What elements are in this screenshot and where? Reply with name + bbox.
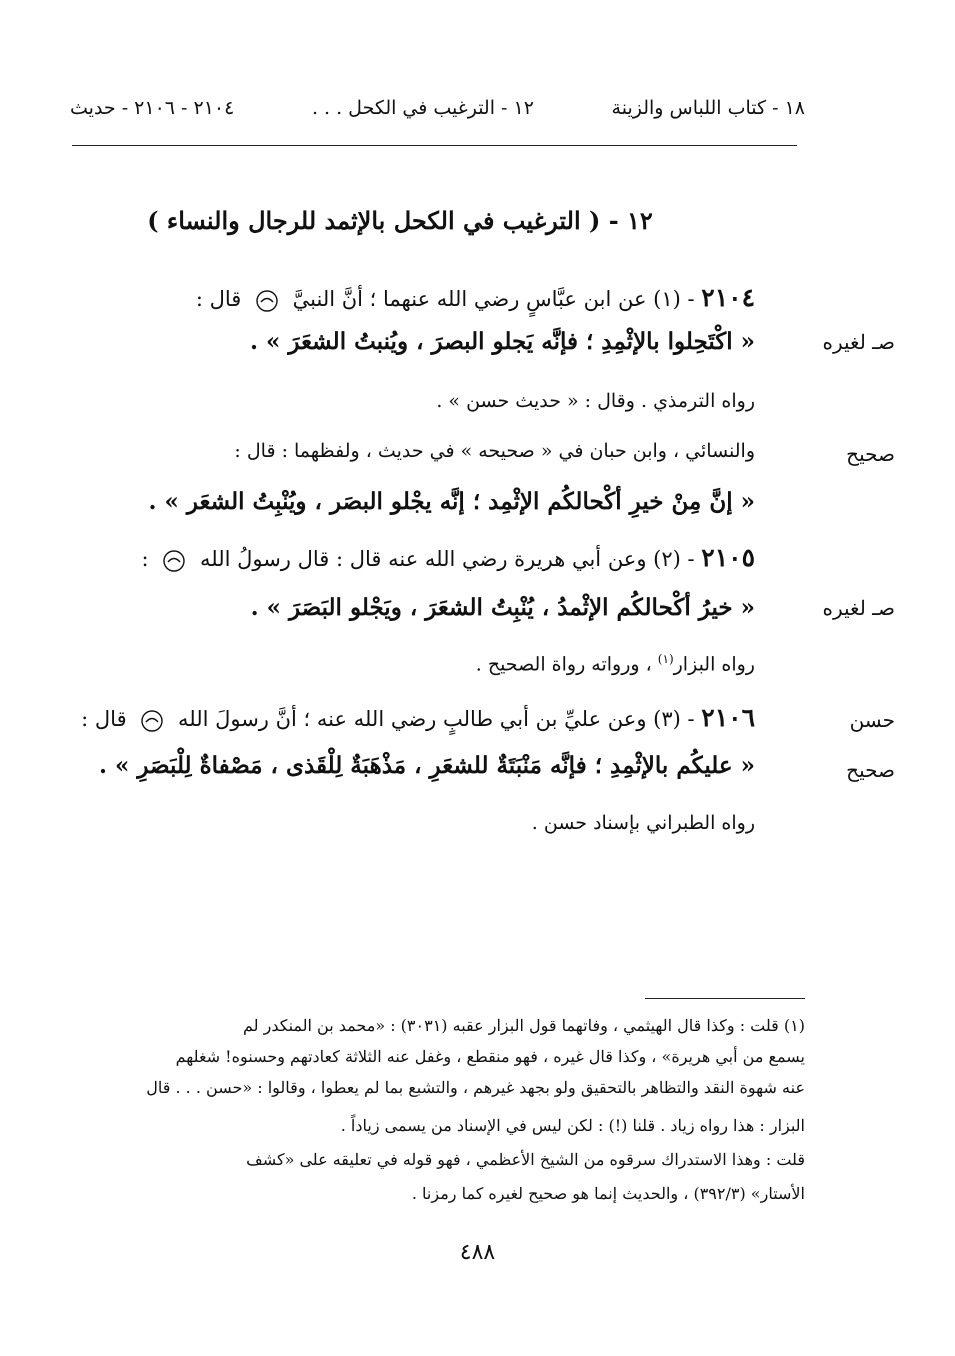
header-divider <box>72 145 797 146</box>
footnote-line: عنه شهوة النقد والتظاهر بالتحقيق ولو بجهد غيرهم ، والتشبع بما لم يعطوا ، وقالوا : «حسن . . . قال <box>146 1078 805 1097</box>
hadith-2106-source: رواه الطبراني بإسناد حسن . <box>531 812 755 834</box>
footnote-line: قلت : وهذا الاستدراك سرقوه من الشيخ الأعظمي ، فهو قوله في تعليقه على «كشف <box>246 1150 805 1169</box>
hadith-2105-text: « خيرُ أكْحالكُم الإثْمدُ ، يُنْبِتُ الشعَرَ ، ويَجْلو البَصَرَ » . <box>250 594 755 621</box>
header-hadith-range: ٢١٠٤ - ٢١٠٦ - حديث <box>70 97 235 119</box>
footnote-line: الأستار» (٣٩٢/٣) ، والحديث إنما هو صحيح لغيره كما رمزنا . <box>411 1184 805 1203</box>
hadith-2104-source: رواه الترمذي . وقال : « حديث حسن » . <box>436 390 755 412</box>
header-chapter-title: ١٢ - الترغيب في الكحل . . . <box>311 97 534 119</box>
grade-label: صـ لغيره <box>822 330 895 354</box>
sallallah-icon <box>254 289 280 313</box>
hadith-2104-text: « اكْتَحِلوا بالإثْمِدِ ؛ فإنَّه يَجلو البصرَ ، ويُنبتُ الشعَرَ » . <box>249 328 755 355</box>
hadith-2106-intro: ٢١٠٦ - (٣) وعن عليِّ بن أبي طالبٍ رضي الله عنه ؛ أنَّ رسولَ الله قال : <box>81 703 755 732</box>
footnote-ref[interactable]: (١) <box>657 652 674 666</box>
sallallah-icon <box>161 549 187 573</box>
hadith-2104-text-2: « إنَّ مِنْ خيرِ أكْحالكُم الإثْمِد ؛ إنَّه يجْلو البصَر ، ويُنْبِتُ الشعَر » . <box>148 488 755 515</box>
chapter-title: ١٢ - ( الترغيب في الكحل بالإثمد للرجال والنساء ) <box>147 206 653 235</box>
hadith-2105-intro: ٢١٠٥ - (٢) وعن أبي هريرة رضي الله عنه قال : قال رسولُ الله : <box>141 543 755 572</box>
grade-label: صـ لغيره <box>822 596 895 620</box>
hadith-number: ٢١٠٥ <box>701 543 755 572</box>
footnote-line: (١) قلت : وكذا قال الهيثمي ، وفاتهما قول البزار عقبه (٣٠٣١) : «محمد بن المنكدر لم <box>243 1016 805 1035</box>
footnote-line: يسمع من أبي هريرة» ، وكذا قال غيره ، فهو منقطع ، وغفل عنه الثلاثة كعادتهم وحسنوه! شغلهم <box>175 1047 805 1066</box>
hadith-number: ٢١٠٦ <box>701 703 755 732</box>
grade-label: صحيح <box>846 442 895 466</box>
header-book-title: ١٨ - كتاب اللباس والزينة <box>611 97 805 119</box>
hadith-2105-source: رواه البزار$^{(١)}$ ، ورواته رواة الصحيح . <box>475 652 755 676</box>
hadith-2106-text: « عليكُم بالإثْمِدِ ؛ فإنَّه مَنْبَتَةٌ للشعَرِ ، مَذْهَبَةٌ لِلْقَذى ، مَصْفاةٌ لِلْبَصَرِ » . <box>98 752 755 779</box>
footnote-divider <box>645 998 805 999</box>
sallallah-icon <box>139 709 165 733</box>
grade-label: صحيح <box>846 758 895 782</box>
hadith-number: ٢١٠٤ <box>701 283 755 312</box>
page-number: ٤٨٨ <box>459 1240 496 1265</box>
hadith-2104-source-2: والنسائي ، وابن حبان في « صحيحه » في حديث ، ولفظهما : قال : <box>234 440 755 462</box>
grade-label: حسن <box>849 708 895 732</box>
hadith-2104-intro: ٢١٠٤ - (١) عن ابن عبَّاسٍ رضي الله عنهما ؛ أنَّ النبيَّ قال : <box>195 283 755 312</box>
running-header <box>70 92 805 124</box>
footnote-line: البزار : هذا رواه زياد . قلنا (!) : لكن ليس في الإسناد من يسمى زياداً . <box>340 1116 805 1135</box>
